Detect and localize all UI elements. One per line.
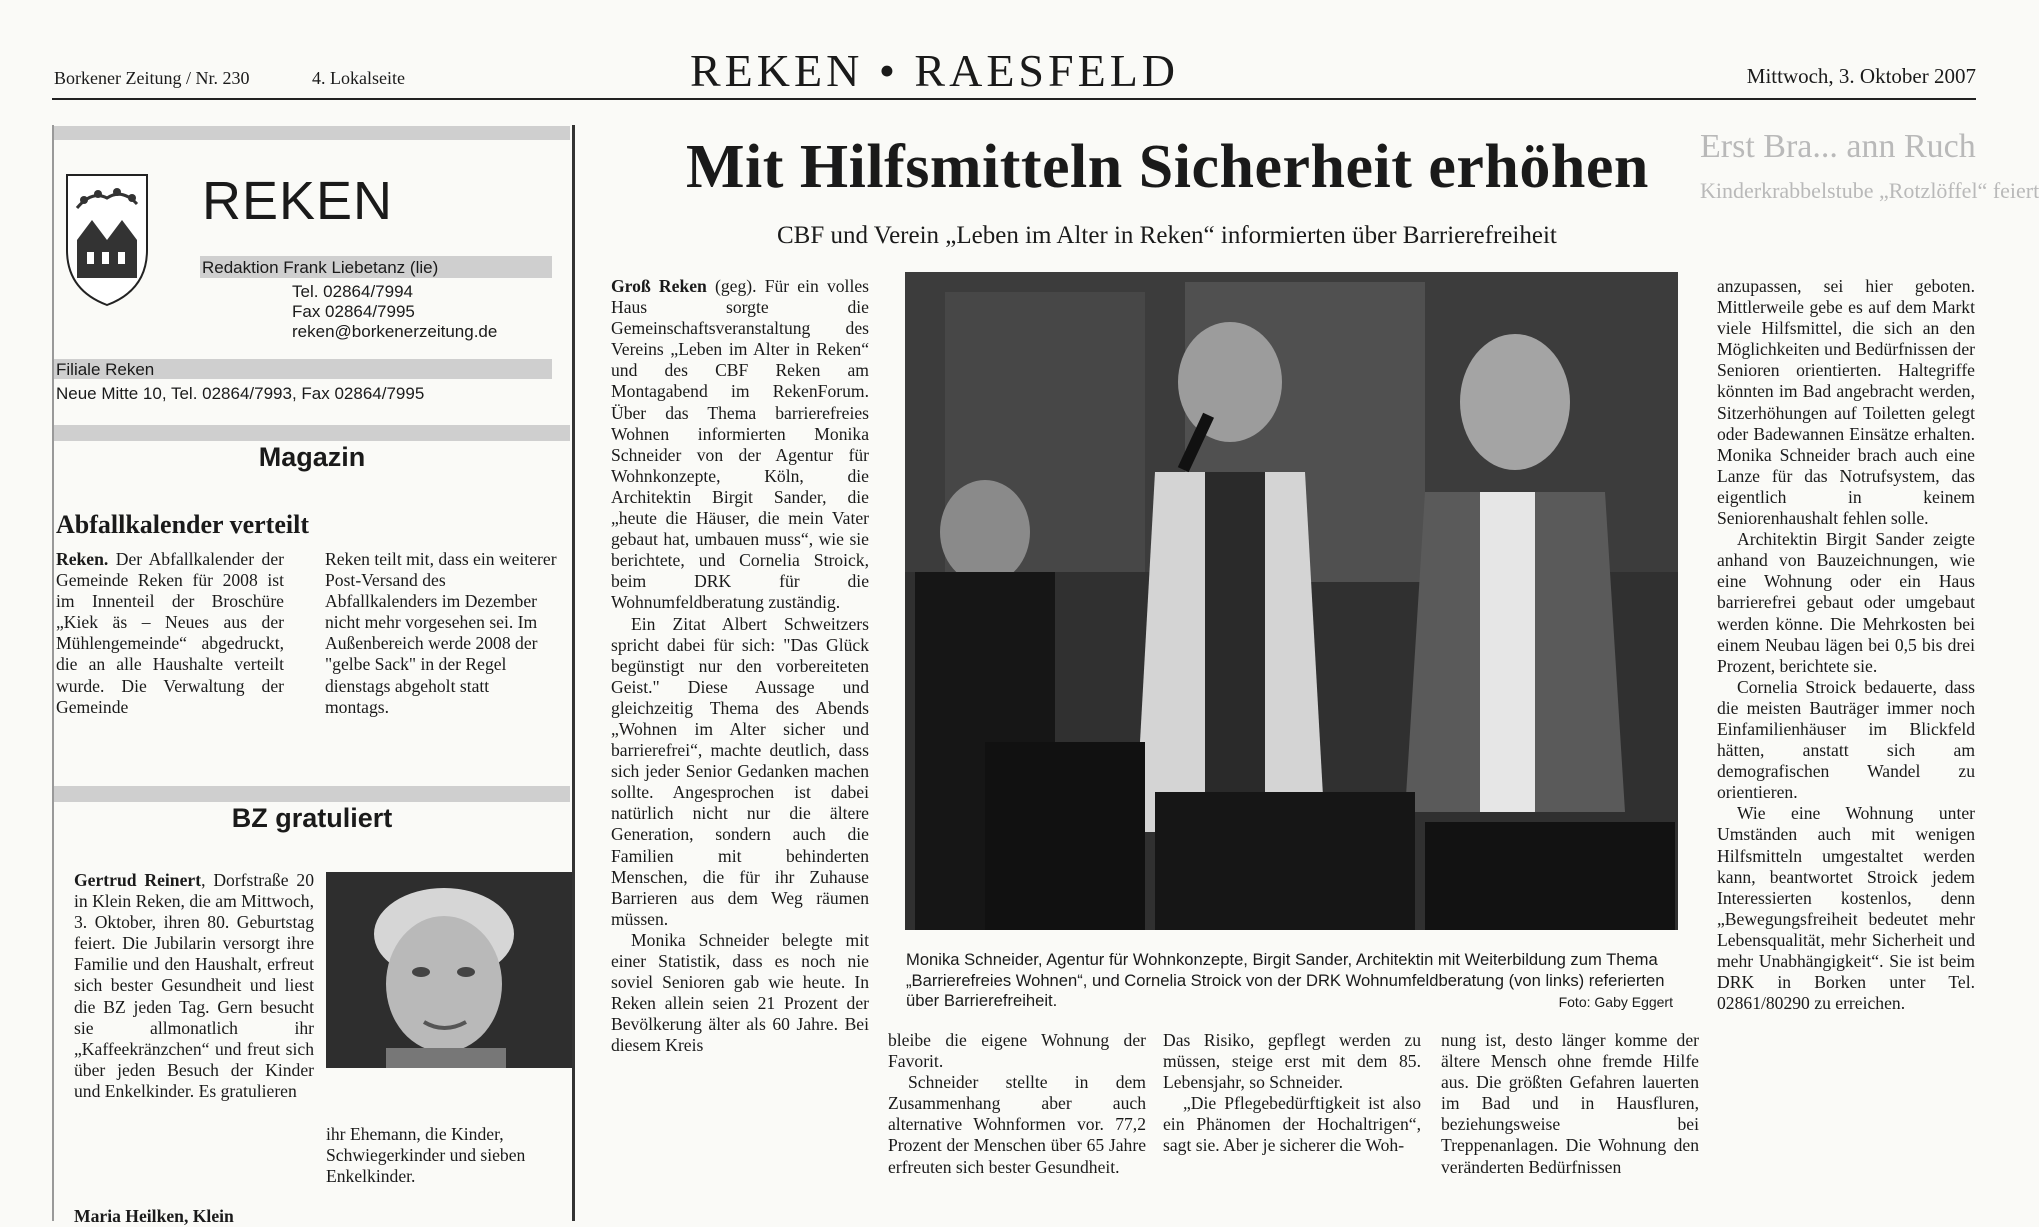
filiale-address: Neue Mitte 10, Tel. 02864/7993, Fax 02864/7995	[56, 384, 425, 403]
article-col-2	[888, 1030, 1146, 1178]
article-col2-p2: Schneider stellte in dem Zusammenhang aber auch alternative Wohnformen vor. 77,2 Prozent der Menschen über 65 Jahre erfreuten sich bester Gesundheit.	[888, 1072, 1146, 1177]
article-col-1	[611, 276, 869, 1056]
article-col-4	[1441, 1030, 1699, 1178]
gratuliert-body: , Dorfstraße 20 in Klein Reken, die am Mittwoch, 3. Oktober, ihren 80. Geburtstag feiert. Die Jubilarin versorgt ihre Familie und den Haushalt, erfreut sich bester Gesundheit und liest die BZ jeden Tag. Gern besucht sie allmonatlich ihr „Kaffeekränzchen“ und freut sich über jeden Besuch der Kinder und Enkelkinder. Es gratulieren	[74, 870, 314, 1101]
gratuliert-heading: BZ gratuliert	[231, 803, 393, 833]
article-col3-p1: Das Risiko, gepflegt werden zu müssen, steige erst mit dem 85. Lebensjahr, so Schneider.	[1163, 1030, 1421, 1093]
top-gray-band	[54, 126, 570, 140]
article-col3-p2: „Die Pflegebedürftigkeit ist also ein Phänomen der Hochaltrigen“, sagt sie. Aber je sicherer die Woh-	[1163, 1093, 1421, 1156]
abfall-body-2: Reken teilt mit, dass ein weiterer Post-Versand des Abfallkalenders im Dezember nicht mehr vorgesehen sei. Im Außenbereich werde 2008 der "gelbe Sack" in der Regel dienstags abgeholt statt montags.	[325, 549, 557, 717]
redaktion-editor: Redaktion Frank Liebetanz (lie)	[202, 258, 439, 277]
article-photo	[905, 272, 1678, 930]
page-label: 4. Lokalseite	[312, 68, 405, 88]
photo-credit: Foto: Gaby Eggert	[1558, 994, 1673, 1010]
article-headline: Mit Hilfsmitteln Sicherheit erhöhen	[686, 133, 1649, 201]
article-col5-p1: anzupassen, sei hier geboten. Mittlerweile gebe es auf dem Markt viele Hilfsmittel, die sich an den Möglichkeiten und Bedürfnissen der Senioren orientierten. Haltegriffe könnten im Bad angebracht werden, Sitzerhöhungen auf Toiletten gelegt oder Badewannen Einsätze erhalten. Monika Schneider brach auch eine Lanze für das Notrufsystem, das eigentlich in keinem Seniorenhaushalt fehlen solle.	[1717, 276, 1975, 529]
article-p3: Monika Schneider belegte mit einer Statistik, dass es noch nie soviel Senioren gab wie heute. In Reken allein seien 21 Prozent der Bevölkerung älter als 60 Jahre. Bei diesem Kreis	[611, 929, 869, 1056]
gratuliert-body-2: ihr Ehemann, die Kinder, Schwiegerkinder und sieben Enkelkinder.	[326, 1124, 526, 1187]
ghost-headline: Erst Bra... ann Ruch	[1700, 128, 1976, 165]
section-title: REKEN • RAESFELD	[690, 45, 1180, 96]
article-col5-p4: Wie eine Wohnung unter Umständen auch mit wenigen Hilfsmitteln umgestaltet werden kann, beantwortet Stroick jedem Interessierten kostenlos, denn „Bewegungsfreiheit bedeutet mehr Lebensqualität, mehr Sicherheit und mehr Unabhängigkeit“. Sie ist beim DRK in Borken unter Tel. 02861/80290 zu erreichen.	[1717, 803, 1975, 1014]
abfall-text-col1	[56, 549, 284, 718]
reken-coat-of-arms-icon	[62, 170, 152, 310]
jubilarin-portrait	[326, 872, 572, 1068]
article-col4-p1: nung ist, desto länger komme der ältere Mensch ohne fremde Hilfe aus. Die größten Gefahren lauerten im Bad und in Hausfluren, beziehungsweise bei Treppenanlagen. Die Wohnung den veränderten Bedürfnissen	[1441, 1030, 1699, 1177]
issue-date: Mittwoch, 3. Oktober 2007	[1746, 64, 1976, 88]
contact-tel: Tel. 02864/7994	[292, 282, 413, 301]
jubilarin-name: Gertrud Reinert	[74, 870, 202, 890]
filiale-label: Filiale Reken	[56, 360, 155, 379]
article-p2: Ein Zitat Albert Schweitzers spricht dabei für sich: "Das Glück begünstigt nur den vorbereiteten Geist." Diese Aussage und gleichzeitig Thema des Abends „Wohnen im Alter sicher und barrierefrei“, machte deutlich, dass sich jeder Senior Gedanken machen sollte. Angesprochen ist dabei natürlich nicht nur die ältere Generation, sondern auch die Familien mit behinderten Menschen, die für ihr Zuhause Barrieren aus dem Weg räumen müssen.	[611, 613, 869, 929]
paper-name: Borkener Zeitung / Nr. 230	[54, 68, 250, 88]
article-p1: (geg). Für ein volles Haus sorgte die Gemeinschaftsveranstaltung des Vereins „Leben im Alter in Reken“ und des CBF Reken am Montagabend im RekenForum. Über das Thema barrierefreies Wohnen informierten Monika Schneider von der Agentur für Wohnkonzepte, Köln, die Architektin Birgit Sander, die „heute die Häuser, die mein Vater gebaut hat, umbauen muss“, wie sie berichtete, und Cornelia Stroick, beim DRK für die Wohnumfeldberatung zuständig.	[611, 276, 869, 613]
ghost-subhead: Kinderkrabbelstube „Rotzlöffel“ feiert	[1700, 178, 2039, 203]
article-col5-p2: Architektin Birgit Sander zeigte anhand von Bauzeichnungen, wie eine Wohnung oder ein Haus barrierefrei gebaut oder umgebaut werden könne. Die Mehrkosten bei einem Neubau lägen bei 0,5 bis drei Prozent, berichtete sie.	[1717, 529, 1975, 676]
contact-fax: Fax 02864/7995	[292, 302, 415, 321]
article-col5-p3: Cornelia Stroick bedauerte, dass die meisten Bauträger immer noch Einfamilienhäuser im Blickfeld hätten, anstatt sich am demografischen Wandel zu orientieren.	[1717, 676, 1975, 803]
photo-caption: Monika Schneider, Agentur für Wohnkonzepte, Birgit Sander, Architektin mit Weiterbildung zum Thema „Barrierefreies Wohnen“, und Cornelia Stroick von der DRK Wohnumfeldberatung (von links) referierten über Barrierefreiheit.	[906, 950, 1665, 1010]
dateline: Groß Reken	[611, 276, 707, 296]
article-col-5	[1717, 276, 1975, 1014]
article-subhead: CBF und Verein „Leben im Alter in Reken“ informierten über Barrierefreiheit	[777, 222, 1557, 249]
next-entry	[74, 1206, 314, 1227]
abfall-heading: Abfallkalender verteilt	[56, 510, 309, 539]
contact-email[interactable]: reken@borkenerzeitung.de	[292, 322, 498, 341]
gratuliert-text	[74, 870, 314, 1102]
abfall-body-1: Der Abfallkalender der Gemeinde Reken für 2008 ist im Innenteil der Broschüre „Kiek äs – Neues aus der Mühlengemeinde“ abgedruckt, die an alle Haushalte verteilt wurde. Die Verwaltung der Gemeinde	[56, 549, 284, 717]
magazin-band	[54, 425, 570, 441]
abfall-lead: Reken.	[56, 549, 109, 569]
next-entry-name: Maria Heilken, Klein	[74, 1206, 234, 1226]
gratuliert-text-2	[326, 1124, 566, 1187]
gratuliert-band	[54, 786, 570, 802]
abfall-text-col2	[325, 549, 557, 718]
article-col2-p1: bleibe die eigene Wohnung der Favorit.	[888, 1030, 1146, 1072]
header-rule	[52, 98, 1976, 100]
magazin-heading: Magazin	[258, 442, 366, 472]
article-col-3	[1163, 1030, 1421, 1157]
town-name: REKEN	[202, 171, 394, 231]
